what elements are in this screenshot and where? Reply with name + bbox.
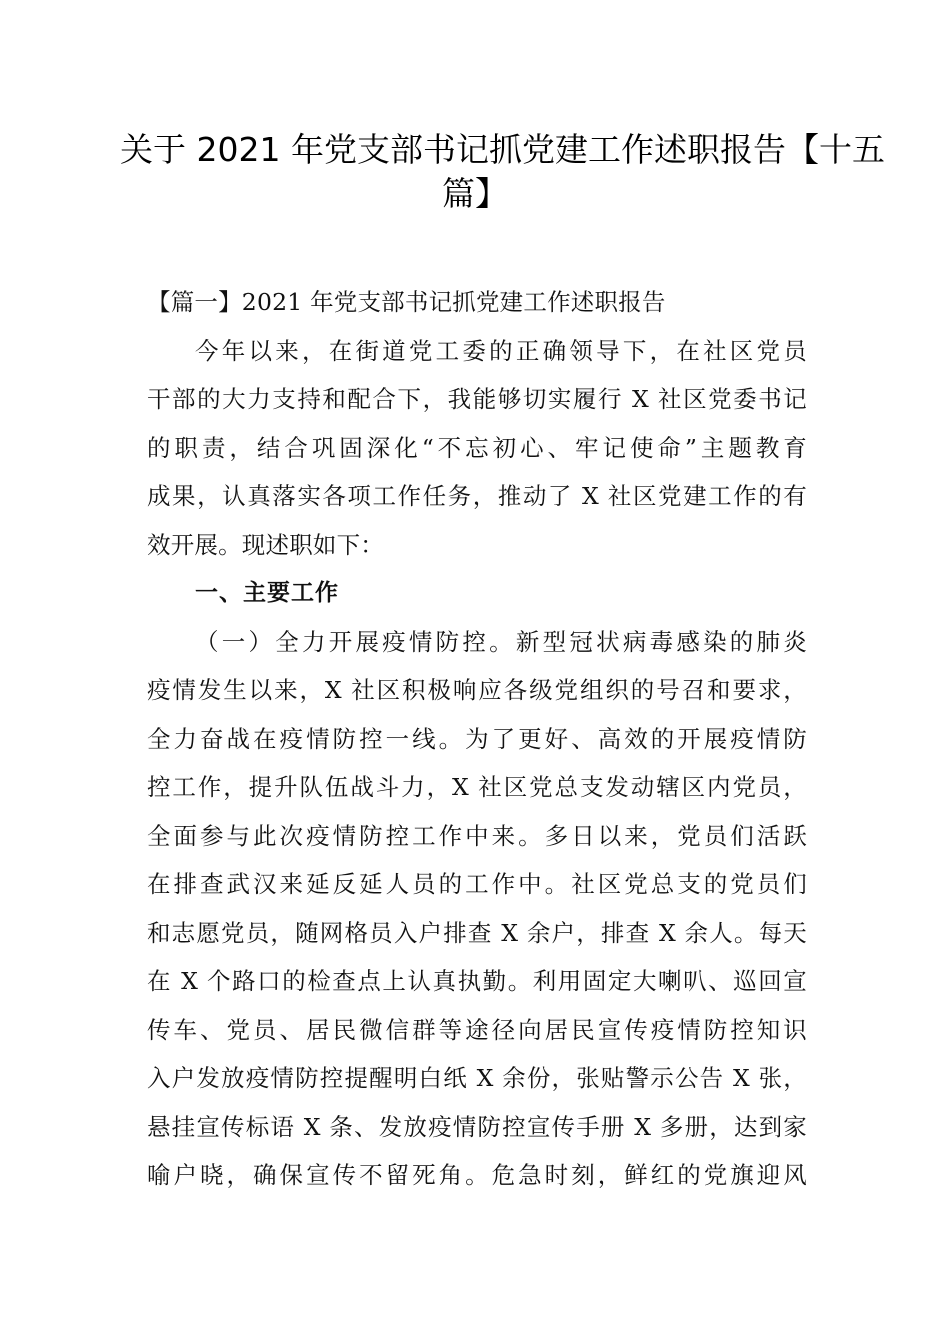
intro-paragraph-line: 干部的大力支持和配合下，我能够切实履行 X 社区党委书记 — [147, 385, 807, 413]
section-paragraph-line: 入户发放疫情防控提醒明白纸 X 余份，张贴警示公告 X 张， — [147, 1064, 807, 1092]
section-paragraph-line: 悬挂宣传标语 X 条、发放疫情防控宣传手册 X 多册，达到家 — [147, 1112, 807, 1141]
intro-paragraph-line: 成果，认真落实各项工作任务，推动了 X 社区党建工作的有 — [147, 482, 807, 510]
section-paragraph-line: 在排查武汉来延反延人员的工作中。社区党总支的党员们 — [147, 870, 807, 898]
intro-paragraph-line: 今年以来，在街道党工委的正确领导下，在社区党员 — [195, 336, 807, 365]
document-title — [120, 128, 885, 216]
section-paragraph-line: 传车、党员、居民微信群等途径向居民宣传疫情防控知识 — [147, 1015, 807, 1044]
title-line: 关于 2021 年党支部书记抓党建工作述职报告【十五 — [120, 130, 885, 169]
section-paragraph-line: 疫情发生以来，X 社区积极响应各级党组织的号召和要求， — [147, 676, 807, 704]
section-paragraph-line: 喻户晓，确保宣传不留死角。危急时刻，鲜红的党旗迎风 — [147, 1161, 807, 1189]
intro-paragraph-line: 效开展。现述职如下： — [147, 530, 384, 559]
section-paragraph-line: 在 X 个路口的检查点上认真执勤。利用固定大喇叭、巡回宣 — [147, 967, 807, 995]
section-paragraph-line: 全面参与此次疫情防控工作中来。多日以来，党员们活跃 — [147, 821, 807, 850]
document-body — [147, 278, 807, 1200]
section-paragraph-line: （一）全力开展疫情防控。新型冠状病毒感染的肺炎 — [195, 627, 807, 656]
chapter-heading: 【篇一】2021 年党支部书记抓党建工作述职报告 — [147, 288, 666, 316]
section-paragraph-line: 控工作，提升队伍战斗力，X 社区党总支发动辖区内党员， — [147, 773, 807, 801]
section-paragraph-line: 全力奋战在疫情防控一线。为了更好、高效的开展疫情防 — [147, 724, 807, 753]
title-line: 篇】 — [442, 174, 508, 213]
section-paragraph-line: 和志愿党员，随网格员入户排查 X 余户，排查 X 余人。每天 — [147, 918, 807, 947]
section-heading: 一、主要工作 — [195, 580, 339, 606]
intro-paragraph-line: 的职责，结合巩固深化“不忘初心、牢记使命”主题教育 — [147, 433, 807, 462]
